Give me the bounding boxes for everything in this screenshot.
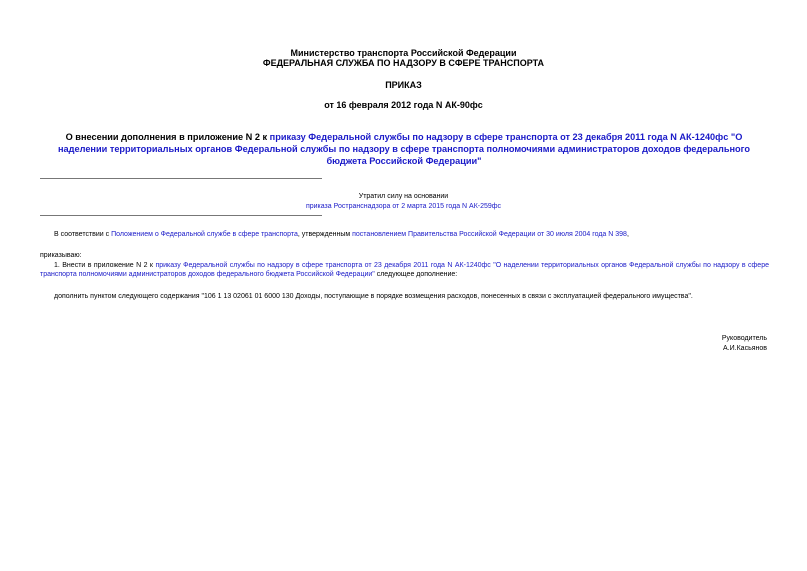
basis-prefix: В соответствии с (54, 231, 112, 238)
divider-top (40, 178, 322, 179)
paragraph-item-1 (40, 261, 769, 279)
basis-suffix: , (626, 231, 629, 238)
title-prefix: О внесении дополнения в приложение N 2 к (65, 132, 270, 142)
paragraph-addition: дополнить пунктом следующего содержания "106 1 13 02061 01 6000 130 Доходы, поступающие в порядке возмещения расходов, понесенных в связи с эксплуатацией федерального имущества". (54, 293, 693, 300)
signer-name: А.И.Касьянов (723, 345, 767, 352)
item-1-suffix: следующее дополнение: (374, 271, 458, 278)
ministry-name: Министерство транспорта Российской Федерации (290, 48, 517, 58)
validity-note-text: Утратил силу на основании (358, 193, 449, 200)
government-decree-link[interactable]: постановлением Правительства Российской Федерации от 30 июля 2004 года N 398 (352, 231, 627, 238)
amended-order-link[interactable]: приказу Федеральной службы по надзору в сфере транспорта от 23 декабря 2011 года N АК-1240фс "О наделении территориальных органов Федеральной службы по надзору в сфере транспорта полномочиями администраторов доходов федерального бюджета Российской Федерации" (40, 262, 769, 278)
document-type: ПРИКАЗ (385, 80, 422, 90)
regulation-link[interactable]: Положением о Федеральной службе в сфере транспорта (111, 231, 298, 238)
document-date-number: от 16 февраля 2012 года N АК-90фс (324, 100, 483, 110)
signer-position: Руководитель (721, 335, 767, 342)
service-name: ФЕДЕРАЛЬНАЯ СЛУЖБА ПО НАДЗОРУ В СФЕРЕ ТРАНСПОРТА (262, 58, 545, 68)
item-1-prefix: 1. Внести в приложение N 2 к (54, 262, 156, 269)
title-order-link[interactable]: приказу Федеральной службы по надзору в сфере транспорта от 23 декабря 2011 года N АК-1240фс "О наделении территориальных органов Федеральной службы по надзору в сфере транспорта полномочиями администраторов доходов федерального бюджета Российской Федерации" (58, 132, 750, 166)
signature-block (722, 334, 767, 354)
document-title (46, 131, 762, 167)
basis-middle: , утвержденным (297, 231, 353, 238)
paragraph-basis (54, 230, 769, 239)
validity-note-link[interactable]: приказа Ространснадзора от 2 марта 2015 года N АК-259фс (305, 203, 502, 210)
divider-bottom (40, 215, 322, 216)
order-word: приказываю: (40, 252, 82, 259)
